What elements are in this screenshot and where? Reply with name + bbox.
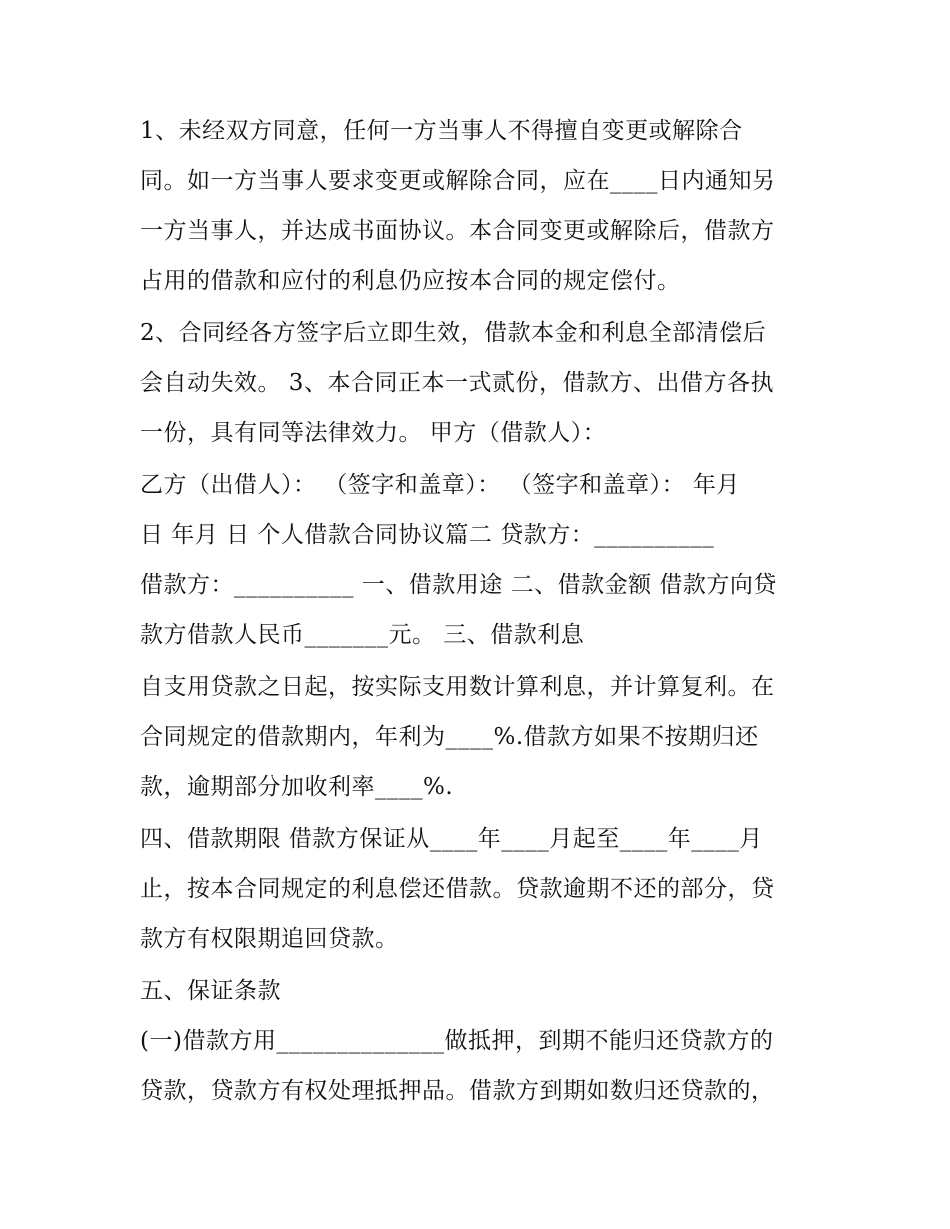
text-line: 款方有权限期追回贷款。	[140, 926, 399, 952]
text-line: 同。如一方当事人要求变更或解除合同，应在____日内通知另	[140, 168, 776, 194]
text-line: 款方借款人民币_______元。 三、借款利息	[140, 622, 585, 648]
text-line: 一方当事人，并达成书面协议。本合同变更或解除后，借款方	[140, 218, 775, 244]
text-line: 贷款，贷款方有权处理抵押品。借款方到期如数归还贷款的，	[140, 1078, 775, 1104]
text-line: 会自动失效。 3、本合同正本一式贰份，借款方、出借方各执	[140, 370, 774, 396]
text-line: 五、保证条款	[140, 978, 281, 1004]
text-line: 款，逾期部分加收利率____%.	[140, 774, 454, 800]
text-line: 自支用贷款之日起，按实际支用数计算利息，并计算复利。在	[140, 674, 775, 700]
text-line: 2、合同经各方签字后立即生效，借款本金和利息全部清偿后	[140, 320, 767, 346]
text-line: 四、借款期限 借款方保证从____年____月起至____年____月	[140, 826, 763, 852]
text-line: 借款方：__________ 一、借款用途 二、借款金额 借款方向贷	[140, 572, 777, 598]
text-line: 日 年月 日 个人借款合同协议篇二 贷款方：__________	[140, 522, 715, 548]
text-line: (一)借款方用______________做抵押，到期不能归还贷款方的	[140, 1028, 774, 1054]
text-line: 乙方（出借人）： （签字和盖章）： （签字和盖章）： 年月	[140, 472, 740, 498]
text-line: 占用的借款和应付的利息仍应按本合同的规定偿付。	[140, 268, 681, 294]
text-line: 合同规定的借款期内，年利为____%.借款方如果不按期归还	[140, 724, 759, 750]
text-line: 1、未经双方同意，任何一方当事人不得擅自变更或解除合	[140, 118, 743, 144]
text-line: 止，按本合同规定的利息偿还借款。贷款逾期不还的部分，贷	[140, 876, 775, 902]
text-line: 一份，具有同等法律效力。 甲方（借款人）：	[140, 420, 607, 446]
